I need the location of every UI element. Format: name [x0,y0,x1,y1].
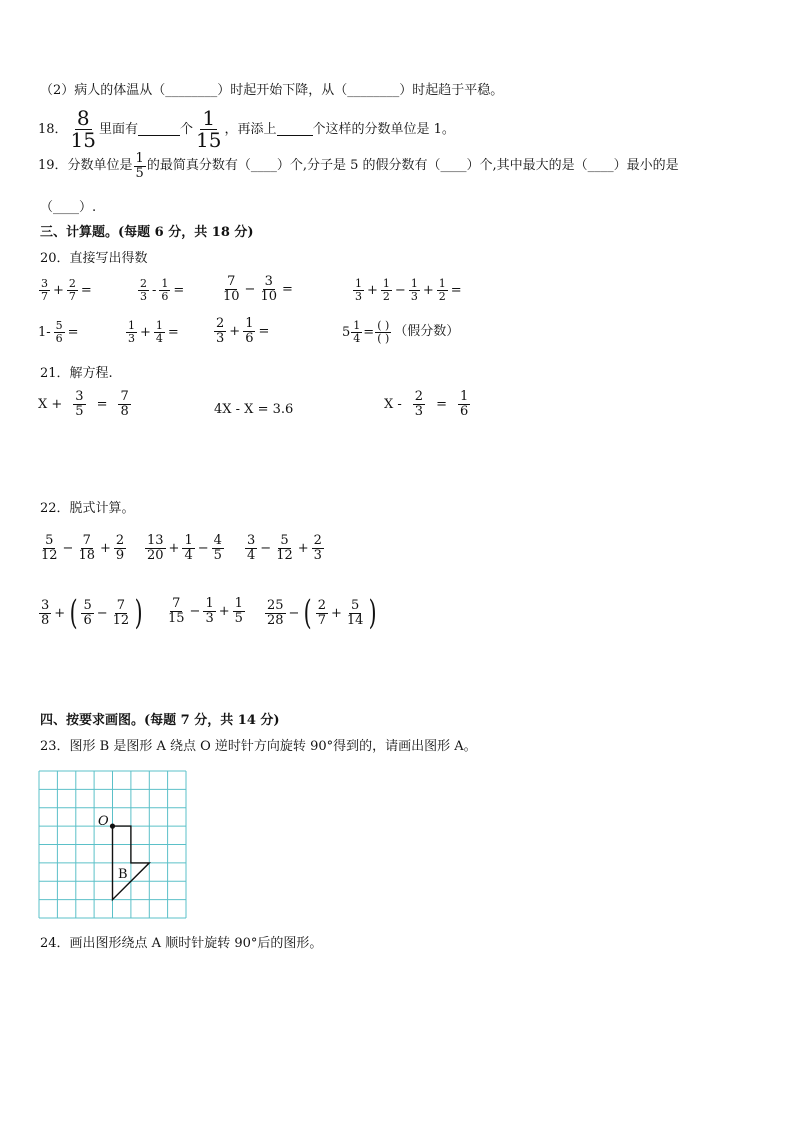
fraction [212,534,224,562]
denominator: 3 [128,331,135,345]
fraction [39,599,51,627]
equals: = [436,396,447,412]
fraction [413,390,425,418]
numerator: 1 [155,319,163,332]
denominator: 4 [247,547,256,563]
numerator: 3 [264,274,273,289]
denominator: 3 [216,330,225,346]
denominator: 18 [78,547,95,563]
fraction [166,597,187,625]
numerator: 1 [382,277,390,290]
q19-fraction-1-5 [134,152,146,180]
denominator: 3 [410,289,418,303]
point-o [110,824,115,829]
denominator: 15 [196,128,222,152]
q19-continued: （____）. [40,200,97,215]
q18-text-c: ，再添上 [224,121,277,137]
fraction [437,278,448,302]
q18-fraction-1-15 [194,108,223,151]
q18-blank-2[interactable] [277,123,313,136]
numerator: 3 [41,597,50,613]
denominator: 5 [135,165,144,181]
q19 [38,152,679,180]
q20-h [342,320,461,344]
denominator: 10 [260,288,277,304]
numerator: 5 [280,533,289,548]
q22-d [38,593,145,633]
operator: + [331,605,342,621]
fraction [316,599,328,627]
denominator: 8 [41,612,50,628]
denominator: 5 [213,547,222,563]
q18-number: 18． [38,121,68,137]
denominator: 4 [155,331,163,345]
operator: + [54,605,66,621]
q24-title: 24．画出图形绕点 A 顺时针旋转 90°后的图形。 [40,936,323,951]
fraction [274,534,295,562]
fraction [353,278,364,302]
numerator: 1 [202,106,216,130]
numerator: 1 [353,319,361,332]
denominator: 20 [147,547,164,563]
right-paren: ) [369,593,378,633]
numerator: 2 [115,533,125,548]
fraction [182,534,194,562]
fraction [154,320,165,344]
right-paren: ) [134,593,143,633]
q17-part2: （2）病人的体温从（________）时起开始下降，从（________）时起趋于平稳。 [40,83,504,98]
denominator: 3 [205,610,214,626]
numerator: 8 [76,106,90,130]
fraction [221,275,242,303]
lead: X - [384,396,402,412]
denominator: 3 [313,547,322,563]
operator: + [100,540,111,556]
numerator: 1 [438,277,446,290]
fraction [159,278,170,302]
numerator: 7 [172,596,181,611]
fraction [203,597,215,625]
lead: 5 [342,324,351,340]
numerator: 1 [245,316,254,331]
numerator: 1 [128,319,135,332]
denominator: 9 [115,547,125,563]
denominator: 6 [161,289,169,303]
numerator: 2 [313,533,322,548]
numerator: 1 [410,277,418,290]
operator: − [288,605,300,621]
fraction [243,317,255,345]
equals: = [80,282,92,298]
denominator: 6 [83,612,92,628]
q19-text-a: 19．分数单位是 [38,158,133,174]
numerator: 1 [355,277,362,290]
fraction [409,278,420,302]
denominator: 7 [317,612,326,628]
q22-a [38,534,127,562]
operator: + [53,282,64,298]
denominator: 6 [55,331,63,345]
numerator: 2 [140,277,147,290]
numerator: 13 [147,533,164,548]
equals: = [282,281,293,297]
operator: + [297,540,309,556]
denominator: 2 [438,289,446,303]
numerator: 1 [234,596,243,611]
numerator: 5 [55,319,63,332]
fraction [81,599,93,627]
numerator: 7 [120,389,129,404]
q21-b: 4X - X = 3.6 [214,402,294,417]
fraction [351,320,362,344]
q18-blank-1[interactable] [138,123,180,136]
operator: + [218,603,230,619]
denominator: 12 [276,547,293,563]
numerator: 25 [267,597,284,613]
numerator: 5 [83,597,92,613]
numerator: 1 [161,277,169,290]
denominator: 6 [245,330,254,346]
operator: − [189,603,201,619]
denominator: 4 [353,331,361,345]
fraction [39,278,50,302]
lead: 1- [38,324,51,340]
q18 [38,108,455,151]
q22-f [264,593,380,633]
fraction [345,599,366,627]
numerator: ( ) [377,319,390,332]
denominator: 8 [120,403,129,419]
operator: − [96,605,108,621]
numerator: 1 [184,533,193,548]
q18-text-b: 个 [180,121,194,137]
q19-text-b: 的最简真分数有（____）个,分子是 5 的假分数有（____）个,其中最大的是（____）最小的是 [146,158,679,174]
denominator: 5 [75,403,84,419]
fraction [258,275,279,303]
operator: − [260,540,272,556]
fraction [458,390,470,418]
q20-a [38,278,94,302]
fraction [54,320,65,344]
operator: - [152,282,157,298]
section-3-heading: 三、计算题。(每题 6 分，共 18 分) [40,225,254,240]
numerator: 2 [317,597,326,613]
q22-b [144,534,225,562]
operator: + [422,282,434,298]
operator: + [367,282,378,298]
fraction [111,599,132,627]
fraction [76,534,97,562]
denominator: 14 [346,612,364,628]
denominator: 12 [112,612,130,628]
numerator: 5 [45,533,54,548]
denominator: 7 [41,289,48,303]
equals: = [67,324,79,340]
q20-g [213,317,271,345]
numerator: 5 [351,597,360,613]
q20-e [38,320,81,344]
numerator: 7 [82,533,91,548]
q21-c [384,390,471,418]
fraction [73,390,85,418]
fraction [118,390,130,418]
operator: − [244,281,256,297]
q20-f [125,320,181,344]
label-o: O [98,814,109,829]
fraction [145,534,166,562]
numerator: 1 [135,151,144,166]
equals: = [363,324,375,340]
numerator: 4 [213,533,222,548]
q21-a [38,390,132,418]
fraction [381,278,392,302]
equals: = [173,282,185,298]
numerator: 1 [459,389,469,404]
fraction [114,534,126,562]
fraction [39,534,60,562]
fraction [138,278,149,302]
numerator: 3 [75,389,84,404]
q22-e [165,597,246,625]
fraction [126,320,137,344]
operator: + [229,323,241,339]
q20-d [352,278,464,302]
rotation-grid-figure[interactable] [36,768,190,922]
fraction [67,278,78,302]
q20-b [137,278,186,302]
denominator: 5 [234,610,243,626]
q22-c [244,534,325,562]
q23-title: 23．图形 B 是图形 A 绕点 O 逆时针方向旋转 90°得到的，请画出图形 A。 [40,739,477,754]
fraction [233,597,245,625]
note: （假分数） [394,324,460,340]
operator: + [168,540,180,556]
numerator: 2 [414,389,424,404]
left-paren: ( [304,593,313,633]
q20-c [220,275,295,303]
denominator: 15 [168,610,185,626]
denominator: 28 [267,612,284,628]
section-4-heading: 四、按要求画图。(每题 7 分，共 14 分) [40,713,280,728]
fraction [214,317,226,345]
denominator: 10 [223,288,240,304]
q22-title: 22．脱式计算。 [40,501,135,516]
denominator: 15 [70,128,96,152]
denominator: ( ) [377,331,390,345]
denominator: 6 [459,403,469,419]
denominator: 2 [382,289,390,303]
label-b: B [118,867,128,882]
numerator: 7 [116,597,126,613]
lead: X + [38,396,63,412]
fraction [312,534,324,562]
numerator: 1 [205,596,214,611]
fraction [245,534,257,562]
answer-fraction[interactable] [375,320,391,344]
numerator: 7 [227,274,236,289]
numerator: 2 [216,316,225,331]
operator: + [140,324,151,340]
q18-text-a: 里面有 [99,121,139,137]
operator: − [197,540,209,556]
equals: = [96,396,108,412]
denominator: 4 [184,547,193,563]
q21-title: 21．解方程. [40,366,113,381]
q18-fraction-8-15 [69,108,98,151]
equals: = [450,282,462,298]
denominator: 3 [140,289,147,303]
q18-text-d: 个这样的分数单位是 1。 [312,121,455,137]
denominator: 3 [414,403,424,419]
equals: = [258,323,270,339]
q20-title: 20．直接写出得数 [40,251,148,266]
numerator: 2 [68,277,76,290]
denominator: 7 [68,289,76,303]
numerator: 3 [41,277,48,290]
operator: − [394,282,406,298]
denominator: 3 [355,289,362,303]
left-paren: ( [69,593,78,633]
fraction [265,599,286,627]
denominator: 12 [41,547,58,563]
equals: = [167,324,179,340]
operator: − [62,540,74,556]
numerator: 3 [247,533,256,548]
